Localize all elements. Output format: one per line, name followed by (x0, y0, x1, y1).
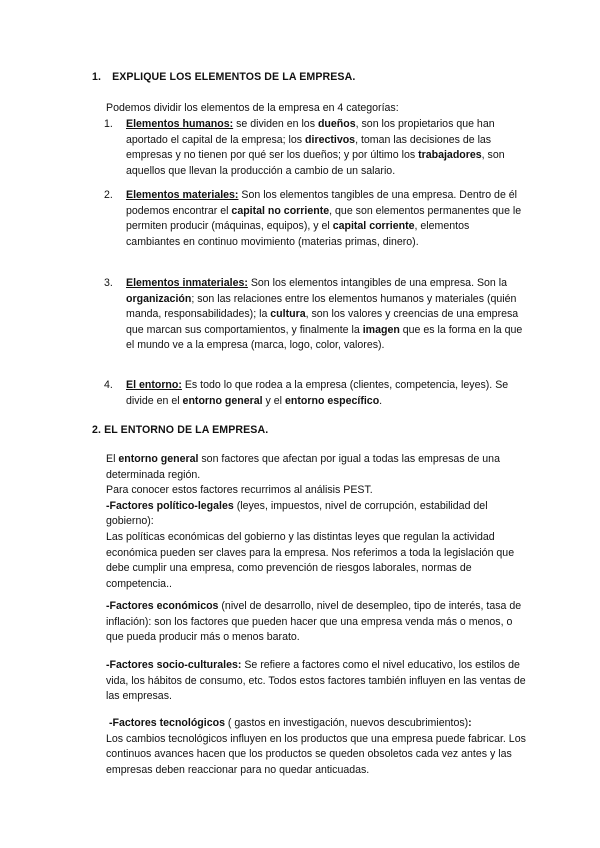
paragraph-general-environment: El entorno general son factores que afectan por igual a todas las empresas de una determinada región. Para conocer estos factores recurrimos al análisis PEST. -Factores político-legales (leyes, impuestos, nivel de corrupción, estabilidad del gobierno): Las políticas económicas del gobierno y las distintas leyes que regulan la actividad económica pueden ser claves para la empresa. Nos referimos a toda la legislación que debe cumplir una empresa, como prevención de riesgos laborales, normas de competencia.. (106, 453, 515, 590)
term-human-elements: Elementos humanos: (126, 118, 234, 130)
list-item-environment: 4. El entorno: Es todo lo que rodea a la empresa (clientes, competencia, leyes). Se divide en el entorno general y el entorno específico. (104, 379, 509, 407)
factor-political-legal: -Factores político-legales (106, 499, 234, 512)
factor-economic: -Factores económicos (106, 600, 219, 612)
list-item-number: 4. (104, 379, 113, 391)
list-item-human-elements: 1. Elementos humanos: se dividen en los dueños, son los propietarios que han aportado el capital de la empresa; los directivos, toman las decisiones de las empresas y no tienen por qué ser los dueños; y por último los trabajadores, son aquellos que llevan la producción a cambio de un salario. (104, 118, 505, 177)
list-item-number: 2. (104, 189, 113, 201)
section-1-title: EXPLIQUE LOS ELEMENTOS DE LA EMPRESA. (112, 71, 356, 83)
paragraph-technological-factors: -Factores tecnológicos ( gastos en investigación, nuevos descubrimientos): Los cambios tecnológicos influyen en los productos que una empresa puede fabricar. Los continuos avances hacen que los productos se queden obsoletos cada vez antes y las empresas deben reaccionar para no quedar anticuadas. (106, 717, 526, 776)
paragraph-economic-factors: -Factores económicos (nivel de desarrollo, nivel de desempleo, tipo de interés, tasa de inflación): son los factores que pueden hacer que una empresa venda más o menos, o que pueda producir más o menos barato. (106, 600, 522, 644)
list-item-number: 3. (104, 277, 113, 289)
section-1-intro: Podemos dividir los elementos de la empresa en 4 categorías: (106, 102, 399, 114)
list-item-number: 1. (104, 118, 113, 130)
list-item-material-elements: 2. Elementos materiales: Son los elementos tangibles de una empresa. Dentro de él podemos encontrar el capital no corriente, que son elementos permanentes que le permiten producir (máquinas, equipos), y el capital corriente, elementos cambiantes en continuo movimiento (materias primas, dinero). (104, 189, 522, 248)
section-1-heading (92, 70, 355, 86)
section-2-heading: 2. EL ENTORNO DE LA EMPRESA. (92, 424, 269, 436)
factor-technological: -Factores tecnológicos (109, 717, 225, 729)
section-1-number: 1. (92, 71, 102, 83)
paragraph-socio-cultural-factors: -Factores socio-culturales: Se refiere a factores como el nivel educativo, los estilos de vida, los hábitos de consumo, etc. Todos estos factores también influyen en las ventas de las empresas. (106, 659, 526, 703)
list-item-immaterial-elements: 3. Elementos inmateriales: Son los elementos intangibles de una empresa. Son la organización; son las relaciones entre los elementos humanos y materiales (quién manda, responsabilidades); la cultura, son los valores y creencias de una empresa que marcan sus comportamientos, y finalmente la imagen que es la forma en la que el mundo ve a la empresa (marca, logo, color, valores). (104, 277, 523, 352)
term-immaterial-elements: Elementos inmateriales: (126, 277, 248, 289)
factor-socio-cultural: -Factores socio-culturales: (106, 659, 242, 671)
term-material-elements: Elementos materiales: (126, 189, 239, 201)
term-environment: El entorno: (126, 379, 182, 391)
